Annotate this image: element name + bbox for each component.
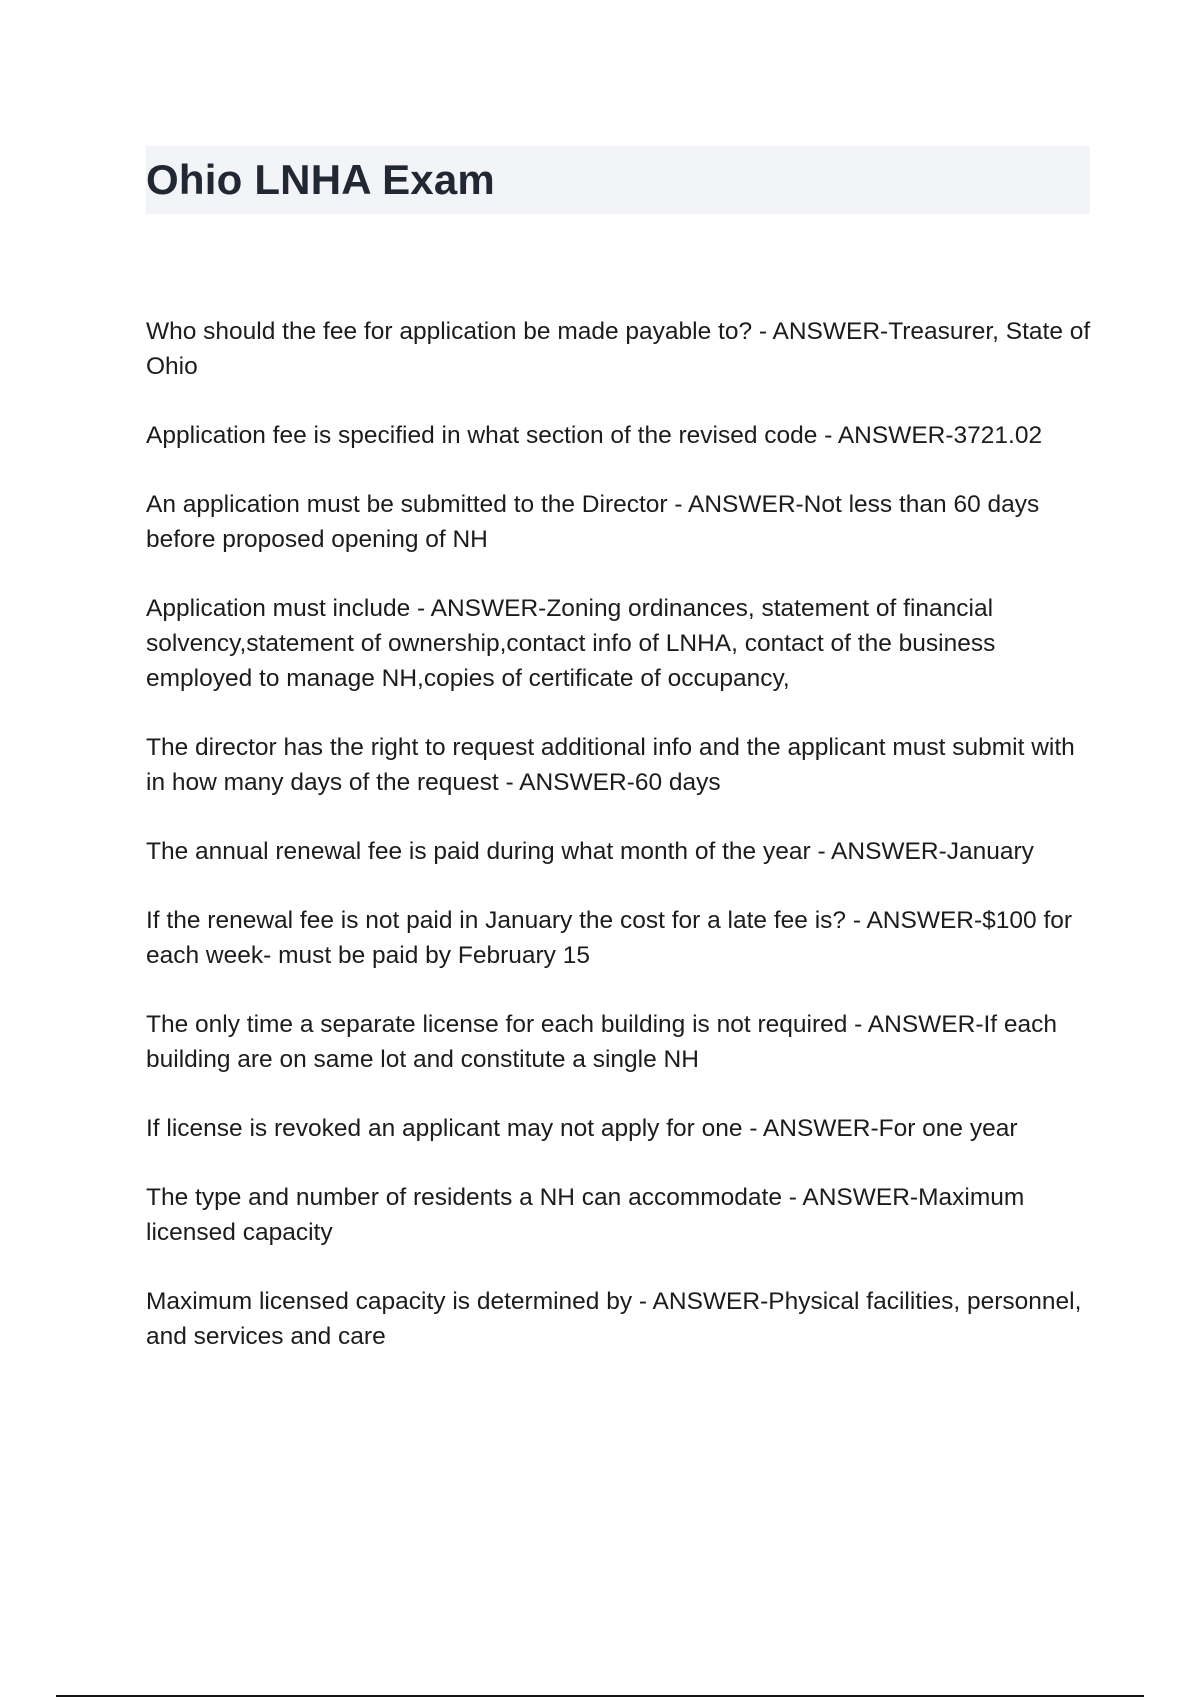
qa-item: Who should the fee for application be made payable to? - ANSWER-Treasurer, State of Ohio [146,318,1091,380]
qa-item: Application must include - ANSWER-Zoning ordinances, statement of financial solvency,statement of ownership,contact info of LNHA, contact of the business employed to manage NH,copies of certificate of occupancy, [146,595,996,692]
qa-item: The director has the right to request additional info and the applicant must submit with in how many days of the request - ANSWER-60 days [146,734,1075,796]
qa-item: Maximum licensed capacity is determined by - ANSWER-Physical facilities, personnel, and services and care [146,1288,1082,1350]
qa-item: An application must be submitted to the Director - ANSWER-Not less than 60 days before proposed opening of NH [146,491,1040,553]
qa-list [146,314,1096,1388]
qa-item: If the renewal fee is not paid in January the cost for a late fee is? - ANSWER-$100 for each week- must be paid by February 15 [146,907,1073,969]
title-banner [146,146,1090,214]
qa-item: The only time a separate license for each building is not required - ANSWER-If each building are on same lot and constitute a single NH [146,1011,1058,1073]
qa-item: If license is revoked an applicant may not apply for one - ANSWER-For one year [146,1115,1018,1142]
qa-item: The type and number of residents a NH can accommodate - ANSWER-Maximum licensed capacity [146,1184,1025,1246]
document-title: Ohio LNHA Exam [146,156,495,203]
footer-divider [56,1695,1144,1697]
qa-item: The annual renewal fee is paid during what month of the year - ANSWER-January [146,838,1034,865]
qa-item: Application fee is specified in what section of the revised code - ANSWER-3721.02 [146,422,1043,449]
